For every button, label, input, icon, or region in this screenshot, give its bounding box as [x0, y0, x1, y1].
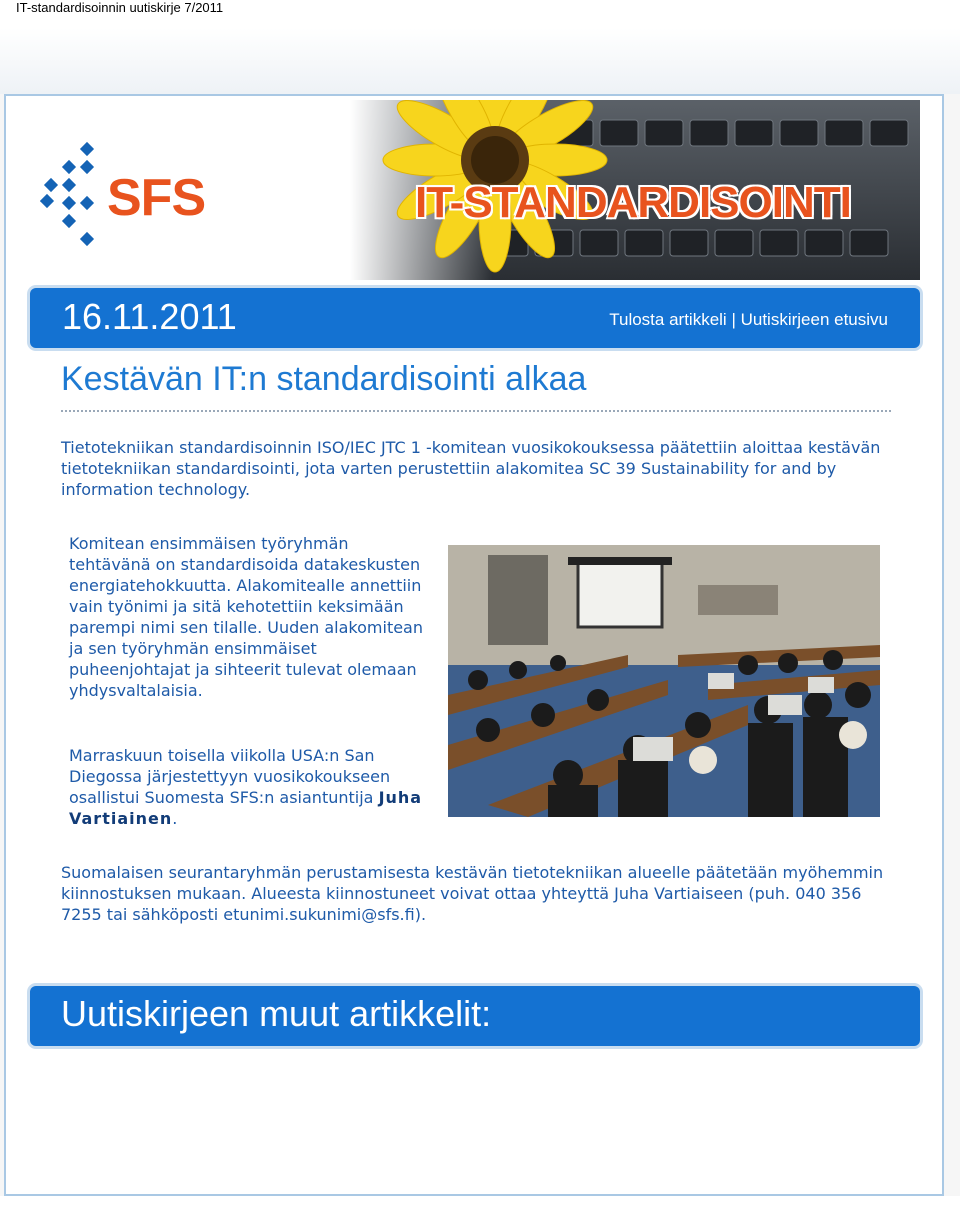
other-articles-heading: Uutiskirjeen muut artikkelit:: [61, 993, 492, 1034]
paragraph-2-end: .: [172, 809, 178, 828]
sfs-logo-text: SFS: [107, 169, 206, 227]
title-divider: [61, 410, 891, 412]
link-separator: |: [731, 310, 736, 329]
print-article-link[interactable]: Tulosta artikkeli: [609, 310, 727, 329]
banner-title: IT-STANDARDISOINTI: [415, 178, 851, 227]
sfs-logo-mark: [40, 140, 110, 254]
article-outro: Suomalaisen seurantaryhmän perustamisesta kestävän tietotekniikan alueelle päätetään myöhemmin kiinnostuksen mukaan. Alueesta kiinnostuneet voivat ottaa yhteyttä Juha Vartiaiseen (puh. 040 356 7255 tai sähköposti etunimi.sukunimi@sfs.fi).: [61, 863, 884, 924]
print-header: IT-standardisoinnin uutiskirje 7/2011: [16, 0, 224, 15]
article-intro: Tietotekniikan standardisoinnin ISO/IEC JTC 1 -komitean vuosikokouksessa päätettiin aloittaa kestävän tietotekniikan standardisointi, jota varten perustettiin alakomitea SC 39 Sustainability for and by information technology.: [61, 438, 881, 499]
page-bottom: [0, 1196, 960, 1223]
issue-date: 16.11.2011: [62, 296, 237, 337]
newsletter-home-link[interactable]: Uutiskirjeen etusivu: [740, 310, 888, 329]
article-paragraph-2: [69, 745, 429, 829]
article-title: Kestävän IT:n standardisointi alkaa: [61, 360, 587, 398]
conference-photo: [448, 545, 880, 817]
top-links: [609, 310, 888, 330]
paragraph-2-text: Marraskuun toisella viikolla USA:n San Diegossa järjestettyyn vuosikokoukseen osallistui Suomesta SFS:n asiantuntija: [69, 746, 391, 807]
expert-name: Juha Vartiainen: [69, 788, 423, 828]
article-paragraph-1: Komitean ensimmäisen työryhmän tehtävänä on standardisoida datakeskusten energiatehokkuutta. Alakomitealle annettiin vain työnimi ja sitä kehotettiin keksimään parempi nimi sen tilalle. Uuden alakomitean ja sen työryhmän ensimmäiset puheenjohtajat ja sihteerit tulevat olemaan yhdysvaltalaisia.: [69, 534, 423, 700]
diamond-dots-icon: [40, 140, 110, 250]
top-shade: [0, 28, 960, 94]
conference-room-image: [448, 545, 880, 817]
